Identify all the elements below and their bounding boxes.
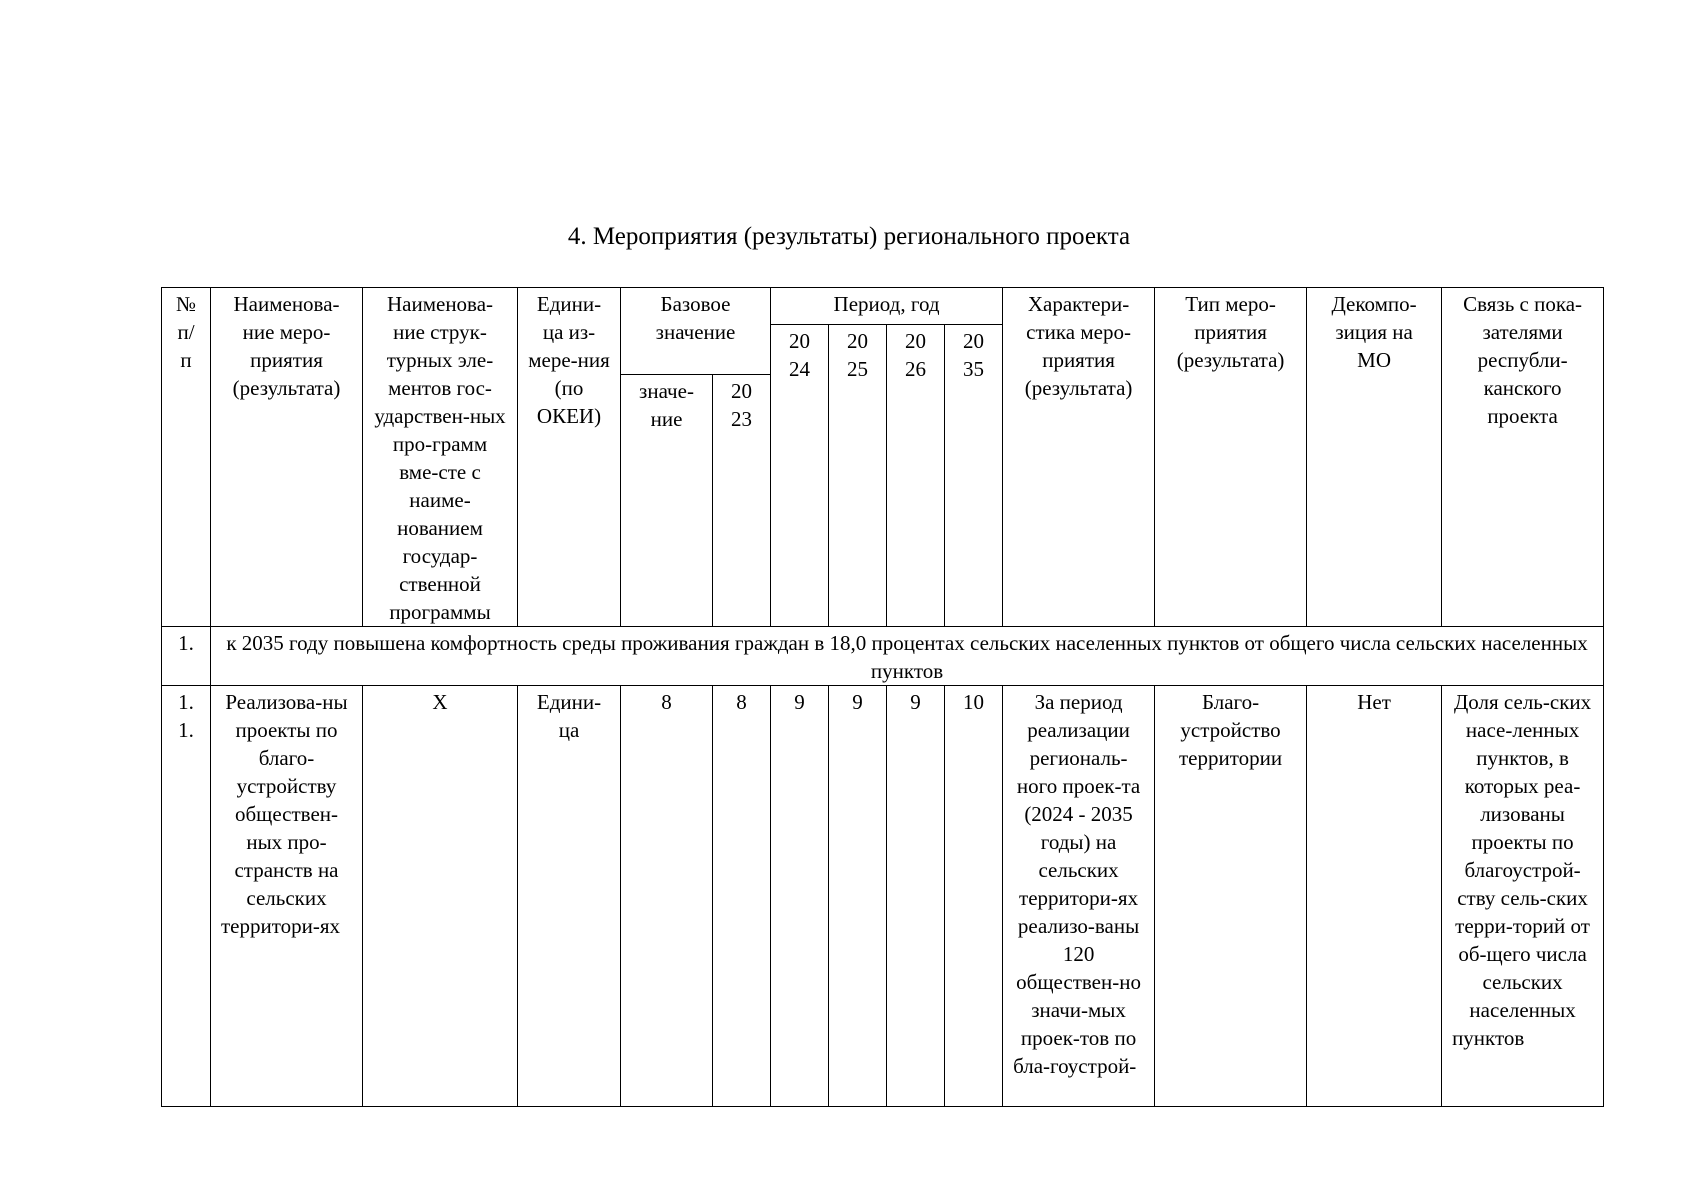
header-characteristic: Характери-стика меро-приятия (результата) (1003, 288, 1155, 627)
row-base-value: 8 (621, 686, 713, 1107)
header-year-2025: 20 25 (829, 325, 887, 627)
table-row (162, 686, 1604, 1107)
row-year-2035: 10 (945, 686, 1003, 1107)
section-num: 1. (162, 627, 211, 686)
header-year-2024: 20 24 (771, 325, 829, 627)
row-base-year: 8 (713, 686, 771, 1107)
header-year-2035: 20 35 (945, 325, 1003, 627)
row-year-2026: 9 (887, 686, 945, 1107)
row-year-2024: 9 (771, 686, 829, 1107)
section-text: к 2035 году повышена комфортность среды проживания граждан в 18,0 процентах сельских населенных пунктов от общего числа сельских населенных пунктов (211, 627, 1604, 686)
row-characteristic: За период реализации региональ-ного проек-та (2024 - 2035 годы) на сельских территори-ях реализо-ваны 120 обществен-но значи-мых проек-тов по бла-гоустрой- (1003, 686, 1155, 1107)
page-title: 4. Мероприятия (результаты) регионального проекта (567, 223, 1131, 250)
header-num: № п/ п (162, 288, 211, 627)
header-period: Период, год (771, 288, 1003, 325)
row-type: Благо-устройство территории (1155, 686, 1307, 1107)
row-struct: Х (363, 686, 518, 1107)
header-type: Тип меро-приятия (результата) (1155, 288, 1307, 627)
row-link: Доля сель-ских насе-ленных пунктов, в которых реа-лизованы проекты по благоустрой-ству сель-ских терри-торий от об-щего числа сельских населенных пунктов (1442, 686, 1604, 1107)
header-base-value: значе-ние (621, 375, 713, 627)
row-name: Реализова-ны проекты по благо-устройству обществен-ных про-странств на сельских территори-ях (211, 686, 363, 1107)
row-year-2025: 9 (829, 686, 887, 1107)
header-base-year: 20 23 (713, 375, 771, 627)
header-struct: Наименова-ние струк-турных эле-ментов гос-ударствен-ных про-грамм вме-сте с наиме-нованием государ-ственной программы (363, 288, 518, 627)
row-unit: Едини-ца (518, 686, 621, 1107)
header-name: Наименова-ние меро-приятия (результата) (211, 288, 363, 627)
row-num: 1. 1. (162, 686, 211, 1107)
header-year-2026: 20 26 (887, 325, 945, 627)
row-decomp: Нет (1307, 686, 1442, 1107)
header-link: Связь с пока-зателями республи-канского проекта (1442, 288, 1604, 627)
header-unit: Едини-ца из-мере-ния (по ОКЕИ) (518, 288, 621, 627)
header-row (162, 288, 1604, 325)
header-decomp: Декомпо-зиция на МО (1307, 288, 1442, 627)
header-base: Базовое значение (621, 288, 771, 375)
events-table (161, 287, 1604, 1107)
section-row (162, 627, 1604, 686)
